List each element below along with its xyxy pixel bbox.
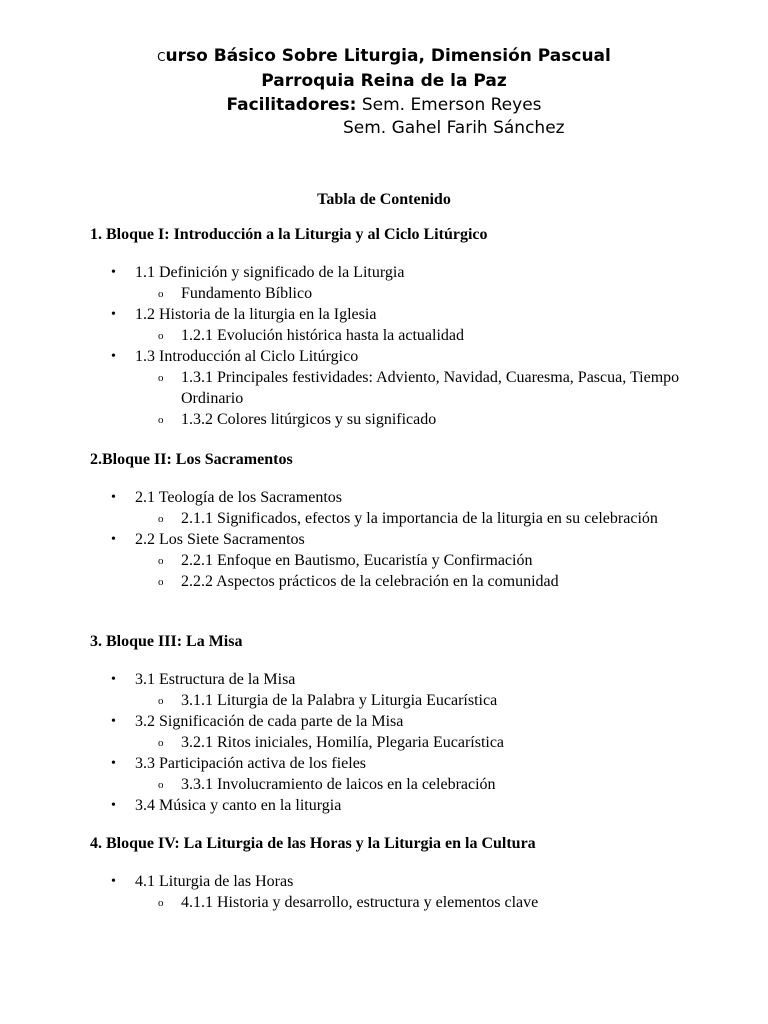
toc-title: Tabla de Contenido [317, 191, 451, 208]
toc-item-label: 3.1 Estructura de la Misa [135, 671, 296, 688]
toc-subitem-list [135, 283, 710, 304]
course-title-initial: C [157, 50, 166, 64]
block-title: 1. Bloque I: Introducción a la Liturgia y al Ciclo Litúrgico [90, 226, 488, 243]
facilitators-line [0, 93, 768, 117]
toc-block-2 [90, 449, 710, 592]
block-item-list [90, 487, 710, 592]
toc-item [90, 871, 710, 913]
toc-subitem: o 4.1.1 Historia y desarrollo, estructura y elementos clave [135, 892, 710, 913]
toc-item-label: 1.2 Historia de la liturgia en la Iglesia [135, 306, 377, 323]
block-item-list [90, 262, 710, 430]
toc-item [90, 795, 710, 816]
toc-item [90, 304, 710, 346]
block-item-list [90, 669, 710, 816]
toc-subitem: o 3.1.1 Liturgia de la Palabra y Liturgia Eucarística [135, 690, 710, 711]
toc-subitem: o 1.3.2 Colores litúrgicos y su significado [135, 409, 710, 430]
toc-item-label: 2.2 Los Siete Sacramentos [135, 531, 305, 548]
course-title-text: urso Básico Sobre Liturgia, Dimensión Pascual [165, 46, 611, 66]
facilitator-2: Sem. Gahel Farih Sánchez [343, 118, 565, 138]
block-title: 4. Bloque IV: La Liturgia de las Horas y la Liturgia en la Cultura [90, 835, 536, 852]
toc-subitem-list [135, 892, 710, 913]
course-title [0, 44, 768, 69]
toc-subitem: o 2.2.2 Aspectos prácticos de la celebración en la comunidad [135, 571, 710, 592]
toc-subitem: o 1.3.1 Principales festividades: Adviento, Navidad, Cuaresma, Pascua, Tiempo Ordinario [135, 367, 710, 409]
toc-subitem-list [135, 550, 710, 592]
toc-subitem-list [135, 508, 710, 529]
toc-subitem-list [135, 367, 710, 430]
facilitators-label: Facilitadores: [226, 95, 357, 115]
toc-item-label: 3.2 Significación de cada parte de la Misa [135, 713, 404, 730]
toc-subitem-list [135, 774, 710, 795]
toc-block-4 [90, 833, 710, 913]
toc-subitem-list [135, 732, 710, 753]
block-title: 3. Bloque III: La Misa [90, 633, 243, 650]
toc-item [90, 753, 710, 795]
toc-item [90, 346, 710, 430]
toc-item-label: 1.1 Definición y significado de la Liturgia [135, 264, 405, 281]
toc-item-label: 1.3 Introducción al Ciclo Litúrgico [135, 348, 359, 365]
toc-item [90, 262, 710, 304]
toc-subitem: o Fundamento Bíblico [135, 283, 710, 304]
toc-subitem: o 2.1.1 Significados, efectos y la importancia de la liturgia en su celebración [135, 508, 710, 529]
toc-subitem-list [135, 690, 710, 711]
toc-item-label: 2.1 Teología de los Sacramentos [135, 489, 342, 506]
parish-name-text: Parroquia Reina de la Paz [261, 71, 507, 91]
toc-item-label: 3.4 Música y canto en la liturgia [135, 797, 342, 814]
toc-block-1 [90, 224, 710, 430]
toc-subitem: o 1.2.1 Evolución histórica hasta la actualidad [135, 325, 710, 346]
toc-subitem-list [135, 325, 710, 346]
document-header [0, 44, 768, 138]
toc-subitem: o 2.2.1 Enfoque en Bautismo, Eucaristía y Confirmación [135, 550, 710, 571]
toc-item [90, 711, 710, 753]
toc-item [90, 487, 710, 529]
toc-item-label: 4.1 Liturgia de las Horas [135, 873, 294, 890]
parish-name [0, 69, 768, 93]
toc-subitem: o 3.2.1 Ritos iniciales, Homilía, Plegaria Eucarística [135, 732, 710, 753]
block-item-list [90, 871, 710, 913]
toc-item [90, 529, 710, 592]
toc-subitem: o 3.3.1 Involucramiento de laicos en la celebración [135, 774, 710, 795]
block-title: 2.Bloque II: Los Sacramentos [90, 451, 293, 468]
toc-block-3 [90, 631, 710, 816]
toc-item-label: 3.3 Participación activa de los fieles [135, 755, 367, 772]
facilitator-1: Sem. Emerson Reyes [361, 95, 542, 115]
toc-item [90, 669, 710, 711]
